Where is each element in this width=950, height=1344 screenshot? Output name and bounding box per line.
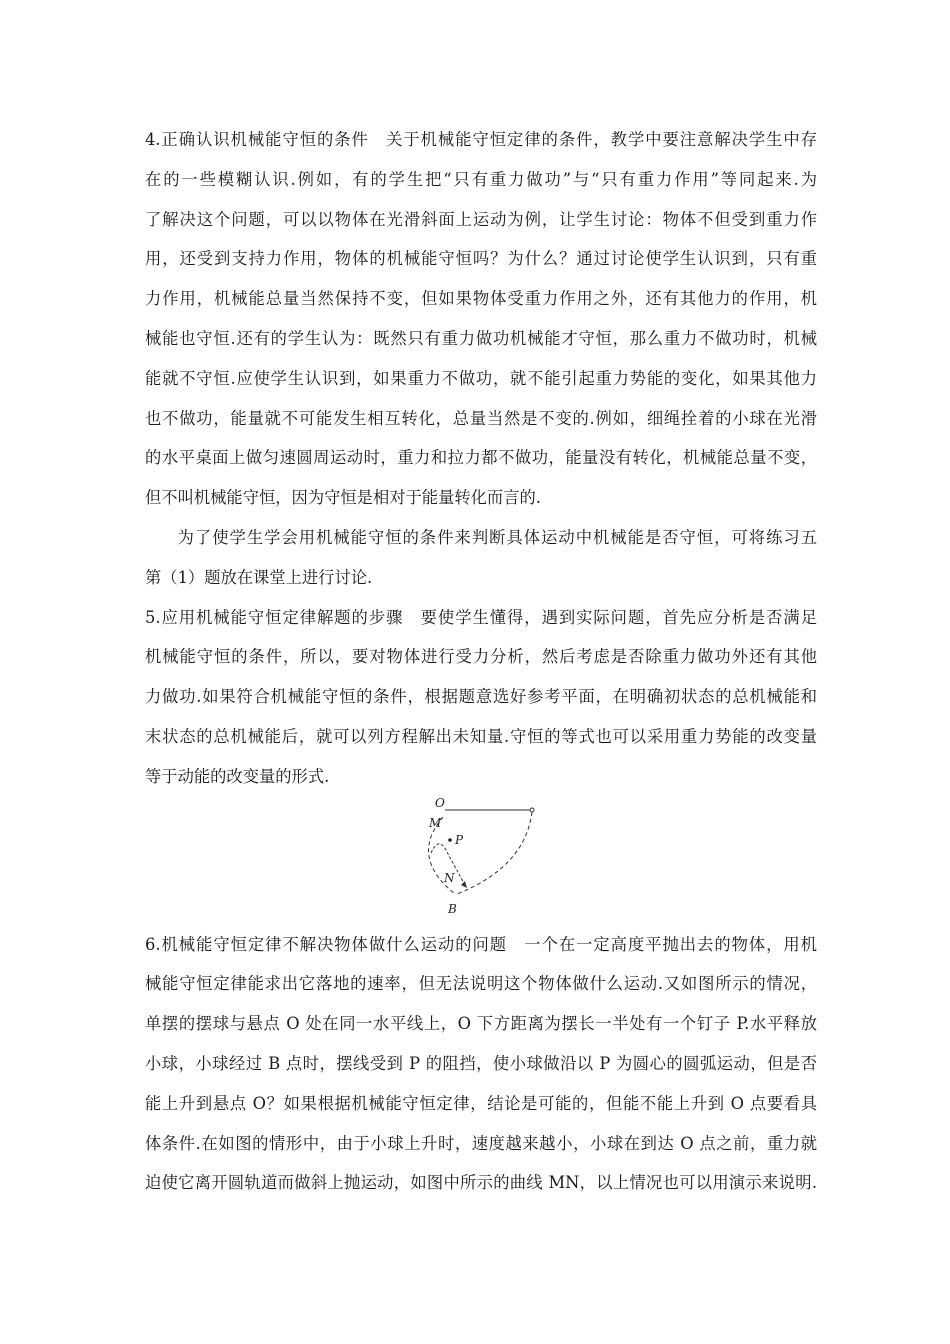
text-line: 为了使学生学会用机械能守恒的条件来判断具体运动中机械能是否守恒，可将练习五 (177, 527, 817, 547)
text-line: 5.应用机械能守恒定律解题的步骤 要使学生懂得，遇到实际问题，首先应分析是否满足 (145, 607, 817, 627)
label-o: O (435, 796, 445, 810)
text-line: 机械能守恒的条件，所以，要对物体进行受力分析，然后考虑是否除重力做功外还有其他 (145, 647, 817, 667)
text-line: 第（1）题放在课堂上进行讨论. (145, 567, 373, 587)
label-n: N (444, 870, 455, 885)
text-line: 体条件.在如图的情形中，由于小球上升时，速度越来越小，小球在到达 O 点之前，重力就 (145, 1133, 817, 1153)
text-line: 迫使它离开圆轨道而做斜上抛运动，如图中所示的曲线 MN，以上情况也可以用演示来说明. (145, 1173, 817, 1193)
document-body (145, 120, 817, 1203)
text-line: 能上升到悬点 O？如果根据机械能守恒定律，结论是可能的，但能不能上升到 O 点要看具 (145, 1093, 817, 1113)
text-line: 也不做功，能量就不可能发生相互转化，总量当然是不变的.例如，细绳拴着的小球在光滑 (145, 408, 817, 428)
text-line: 在的一些模糊认识.例如，有的学生把“只有重力做功”与“只有重力作用”等同起来.为 (145, 169, 817, 189)
text-line: 6.机械能守恒定律不解决物体做什么运动的问题 一个在一定高度平抛出去的物体，用机 (145, 934, 817, 954)
text-line: 力做功.如果符合机械能守恒的条件，根据题意选好参考平面，在明确初状态的总机械能和 (145, 687, 817, 707)
text-line: 单摆的摆球与悬点 O 处在同一水平线上，O 下方距离为摆长一半处有一个钉子 P.水平释放 (145, 1014, 817, 1034)
text-line: 等于动能的改变量的形式. (145, 766, 330, 786)
text-line: 械能也守恒.还有的学生认为：既然只有重力做功机械能才守恒，那么重力不做功时，机械 (145, 328, 817, 348)
section-4-followup (145, 518, 817, 598)
section-4 (145, 120, 817, 518)
label-m: M (429, 815, 442, 830)
text-line: 但不叫机械能守恒，因为守恒是相对于能量转化而言的. (145, 488, 541, 508)
text-line: 能就不守恒.应使学生认识到，如果重力不做功，就不能引起重力势能的变化，如果其他力 (145, 368, 817, 388)
section-5 (145, 598, 817, 797)
pendulum-figure (145, 797, 817, 925)
pendulum-diagram (405, 797, 545, 919)
text-line: 末状态的总机械能后，就可以列方程解出未知量.守恒的等式也可以采用重力势能的改变量 (145, 726, 817, 746)
arrow-icon (461, 881, 467, 888)
text-line: 用，还受到支持力作用，物体的机械能守恒吗？为什么？通过讨论使学生认识到，只有重 (145, 249, 817, 269)
label-b: B (448, 901, 457, 916)
section-6 (145, 925, 817, 1204)
label-p: P (455, 832, 464, 847)
text-line: 4.正确认识机械能守恒的条件 关于机械能守恒定律的条件，教学中要注意解决学生中存 (145, 130, 817, 149)
ball-start (530, 808, 534, 812)
text-line: 力作用，机械能总量当然保持不变，但如果物体受重力作用之外，还有其他力的作用，机 (145, 289, 817, 309)
text-line: 小球，小球经过 B 点时，摆线受到 P 的阻挡，使小球做沿以 P 为圆心的圆弧运动，但是否 (145, 1053, 817, 1073)
nail-point (448, 838, 452, 842)
text-line: 的水平桌面上做匀速圆周运动时，重力和拉力都不做功，能量没有转化，机械能总量不变， (145, 448, 817, 468)
text-line: 械能守恒定律能求出它落地的速率，但无法说明这个物体做什么运动.又如图所示的情况， (145, 974, 817, 994)
text-line: 了解决这个问题，可以以物体在光滑斜面上运动为例，让学生讨论：物体不但受到重力作 (145, 209, 817, 229)
large-arc (457, 812, 532, 894)
